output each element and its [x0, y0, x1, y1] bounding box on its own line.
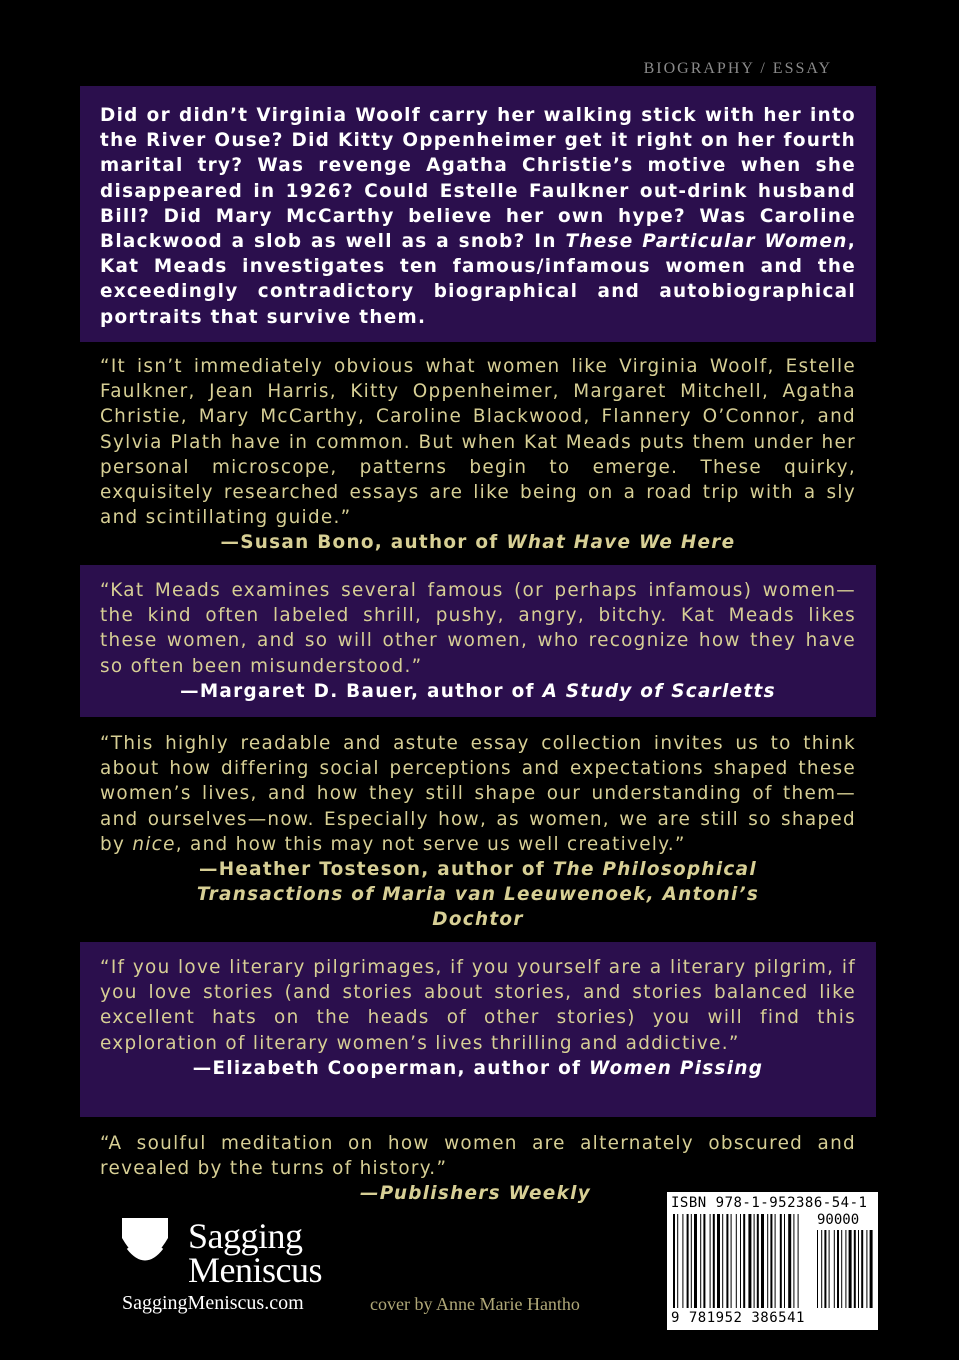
review-5-source: —Publishers Weekly	[360, 1183, 591, 1205]
review-2-book: A Study of Scarletts	[542, 680, 776, 702]
category-label: BIOGRAPHY / ESSAY	[643, 60, 832, 77]
isbn-barcode	[667, 1192, 878, 1330]
review-4-panel	[80, 942, 876, 1117]
blurb-text	[100, 86, 856, 330]
review-4-book: Women Pissing	[589, 1057, 764, 1079]
blurb-part-2: , Kat Meads investigates ten famous/infamous women and the exceedingly contradictory biographical and autobiographical portraits that survive them.	[100, 231, 856, 328]
review-3-book: The Philosophical Transactions of Maria van Leeuwenoek, Antoni’s Dochtor	[196, 859, 760, 931]
review-3-quote: “This highly readable and astute essay collection invites us to think about how differing social perceptions and expectations shaped these women’s lives, and how they still shape our understanding of them—and ourselves—now. Especially how, as women, we are still so shaped by nice, and how this may not serve us well creatively.”	[100, 733, 856, 855]
blurb-part-1: Did or didn’t Virginia Woolf carry her walking stick with her into the River Ouse? Did Kitty Oppenheimer get it right on her fourth marital try? Was revenge Agatha Christie’s motive when she disappeared in 1926? Could Estelle Faulkner out-drink husband Bill? Did Mary McCarthy believe her own hype? Was Caroline Blackwood a slob as well as a snob? In	[100, 105, 856, 253]
isbn-text: ISBN 978-1-952386-54-1	[671, 1195, 868, 1211]
review-1-book: What Have We Here	[506, 532, 736, 554]
blurb-book-title: These Particular Women	[565, 231, 848, 253]
review-3-attribution: —Heather Tosteson, author of The Philosophical Transactions of Maria van Leeuwenoek, Antoni’s Dochtor	[196, 859, 760, 931]
review-2-panel	[80, 565, 876, 717]
review-3	[80, 731, 876, 932]
publisher-website: SaggingMeniscus.com	[122, 1292, 304, 1314]
review-4-attribution: —Elizabeth Cooperman, author of Women Pissing	[192, 1057, 764, 1079]
review-3-emphasis: nice	[132, 833, 176, 855]
review-2-quote: “Kat Meads examines several famous (or perhaps infamous) women—the kind often labeled shrill, pushy, angry, bitchy. Kat Meads likes these women, and so will other women, who recognize how they have so often been misunderstood.”	[100, 580, 856, 677]
blurb-panel	[80, 86, 876, 342]
publisher-logo	[122, 1218, 342, 1298]
price-code: 90000	[817, 1212, 860, 1228]
review-1-attribution: —Susan Bono, author of What Have We Here	[220, 532, 736, 554]
review-5-quote: “A soulful meditation on how women are alternately obscured and revealed by the turns of history.”	[100, 1133, 856, 1180]
review-1-quote: “It isn’t immediately obvious what women like Virginia Woolf, Estelle Faulkner, Jean Harris, Kitty Oppenheimer, Margaret Mitchell, Agatha Christie, Mary McCarthy, Caroline Blackwood, Flannery O’Connor, and Sylvia Plath have in common. But when Kat Meads puts them under her personal microscope, patterns begin to emerge. These quirky, exquisitely researched essays are like being on a road trip with a sly and scintillating guide.”	[100, 356, 856, 529]
cover-credit: cover by Anne Marie Hantho	[370, 1294, 580, 1314]
ean-digits: 9 781952 386541	[671, 1310, 805, 1326]
review-2-attribution: —Margaret D. Bauer, author of A Study of Scarletts	[180, 680, 776, 702]
meniscus-curve-icon	[122, 1218, 182, 1288]
publisher-name-line1: Sagging	[188, 1216, 303, 1256]
review-1	[80, 354, 876, 555]
publisher-name-line2: Meniscus	[188, 1250, 322, 1290]
review-4-quote: “If you love literary pilgrimages, if you yourself are a literary pilgrim, if you love stories (and stories about stories, and stories balanced like excellent hats on the heads of other stories) you will find this exploration of literary women’s lives thrilling and addictive.”	[100, 957, 856, 1054]
